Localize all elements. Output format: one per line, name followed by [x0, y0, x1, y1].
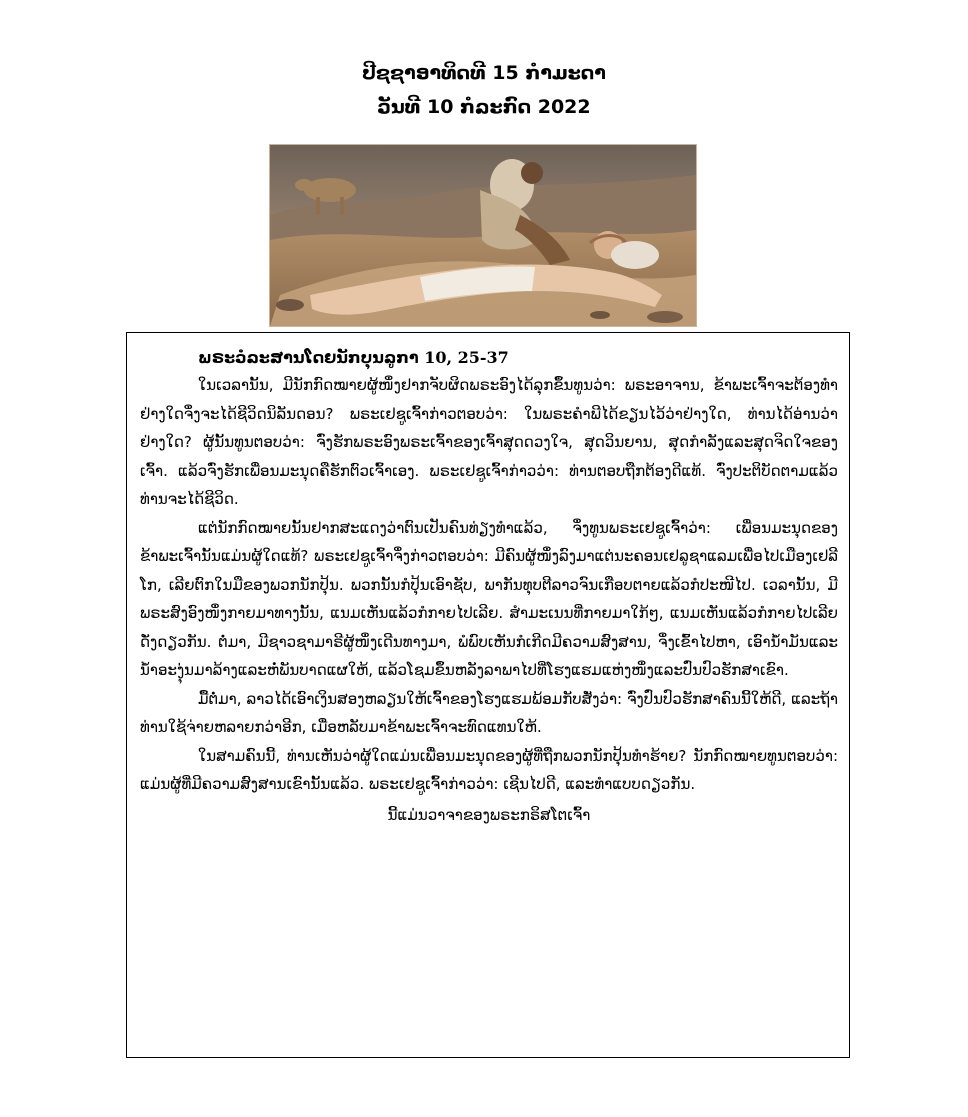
- reading-heading-title: ພຣະວໍລະສານໂດຍນັກບຸນລູກາ: [198, 348, 419, 367]
- reading-closing: ນີ້ແມ່ນວາຈາຂອງພຣະກຣິສໂຕເຈົ້າ: [387, 805, 591, 824]
- reading-content: [140, 345, 838, 829]
- gospel-reading-box: [126, 332, 850, 1058]
- reading-paragraph-1: ໃນເວລານັ້ນ, ມີນັກກົດໝາຍຜູ້ໜຶ່ງຢາກຈັບຜິດພຣະອົງໄດ້ລຸກຂຶ້ນທູນວ່າ: ພຣະອາຈານ, ຂ້າພະເຈົ້າຈະຕ້ອງທຳຢ່າງໃດຈຶ່ງຈະໄດ້ຊີວິດນິລັນດອນ? ພຣະເຢຊູເຈົ້າກ່າວຕອບວ່າ: ໃນພຣະຄຳພີໄດ້ຂຽນໄວ້ວ່າຢ່າງໃດ, ທ່ານໄດ້ອ່ານວ່າຢ່າງໃດ? ຜູ້ນັ້ນທູນຕອບວ່າ: ຈົ່ງຮັກພຣະອົງພຣະເຈົ້າຂອງເຈົ້າສຸດດວງໃຈ, ສຸດວິນຍານ, ສຸດກຳລັງແລະສຸດຈິດໃຈຂອງເຈົ້າ. ແລ້ວຈົ່ງຮັກເພື່ອນມະນຸດຄືຮັກຕົວເຈົ້າເອງ. ພຣະເຢຊູເຈົ້າກ່າວວ່າ: ທ່ານຕອບຖືກຕ້ອງດີແທ້. ຈົ່ງປະຕິບັດຕາມແລ້ວທ່ານຈະໄດ້ຊີວິດ.: [140, 376, 838, 508]
- reading-paragraph-2: ແຕ່ນັກກົດໝາຍນັ້ນຢາກສະແດງວ່າຕົນເປັນຄົນທ່ຽງທຳແລ້ວ, ຈຶ່ງທູນພຣະເຢຊູເຈົ້າວ່າ: ເພື່ອນມະນຸດຂອງຂ້າພະເຈົ້ານັ້ນແມ່ນຜູ້ໃດແທ້? ພຣະເຢຊູເຈົ້າຈຶ່ງກ່າວຕອບວ່າ: ມີຄົນຜູ້ໜຶ່ງລົງມາແຕ່ນະຄອນເຢລູຊາແລມເພື່ອໄປເມືອງເຢລີໂກ, ເລີຍຕົກໃນມືຂອງພວກນັກປຸ້ນ. ພວກນັ້ນກໍປຸ້ນເອົາຊັບ, ພາກັນທຸບຕີລາວຈົນເກືອບຕາຍແລ້ວກໍປະໜີໄປ. ເວລານັ້ນ, ມີພຣະສົງອົງໜຶ່ງກາຍມາທາງນັ້ນ, ແນມເຫັນແລ້ວກໍກາຍໄປເລີຍ. ສຳມະເນນທີ່ກາຍມາໃກ້ໆ, ແນມເຫັນແລ້ວກໍກາຍໄປເລີຍດັ່ງດຽວກັນ. ຕໍ່ມາ, ມີຊາວຊາມາຣີຜູ້ໜຶ່ງເດີນທາງມາ, ພໍພົບເຫັນກໍເກີດມີຄວາມສົງສານ, ຈຶ່ງເຂົ້າໄປຫາ, ເອົານ້ຳມັນແລະນ້ຳອະງຸ່ນມາລ້າງແລະຫໍ່ພັນບາດແຜໃຫ້, ແລ້ວໂຊມຂຶ້ນຫລັງລາພາໄປທີ່ໂຮງແຮມແຫ່ງໜຶ່ງແລະປົ່ນປົວຮັກສາເຂົາ.: [140, 518, 838, 679]
- page-title: ປີຊຊາອາທິດທີ 15 ກຳມະດາ: [362, 62, 606, 84]
- good-samaritan-illustration: [269, 144, 697, 327]
- reading-paragraph-3: ມື້ຕໍ່ມາ, ລາວໄດ້ເອົາເງິນສອງຫລຽນໃຫ້ເຈົ້າຂອງໂຮງແຮມພ້ອມກັບສັ່ງວ່າ: ຈົ່ງປົ່ນປົວຮັກສາຄົນນີ້ໃຫ້ດີ, ແລະຖ້າທ່ານໃຊ້ຈ່າຍຫລາຍກວ່າອີກ, ເມື່ອຫລັບມາຂ້າພະເຈົ້າຈະທົດແທນໃຫ້.: [140, 689, 838, 736]
- page-date: ວັນທີ 10 ກໍລະກົດ 2022: [377, 96, 591, 118]
- reading-reference: 10, 25-37: [424, 348, 509, 367]
- reading-heading: [140, 345, 838, 371]
- reading-paragraph-4: ໃນສາມຄົນນີ້, ທ່ານເຫັນວ່າຜູ້ໃດແມ່ນເພື່ອນມະນຸດຂອງຜູ້ທີ່ຖືກພວກນັກປຸ້ນທຳຮ້າຍ? ນັກກົດໝາຍທູນຕອບວ່າ: ແມ່ນຜູ້ທີ່ມີຄວາມສົງສານເຂົານັ້ນແລ້ວ. ພຣະເຢຊູເຈົ້າກ່າວວ່າ: ເຊີນໄປດີ, ແລະທຳແບບດຽວກັນ.: [140, 746, 838, 793]
